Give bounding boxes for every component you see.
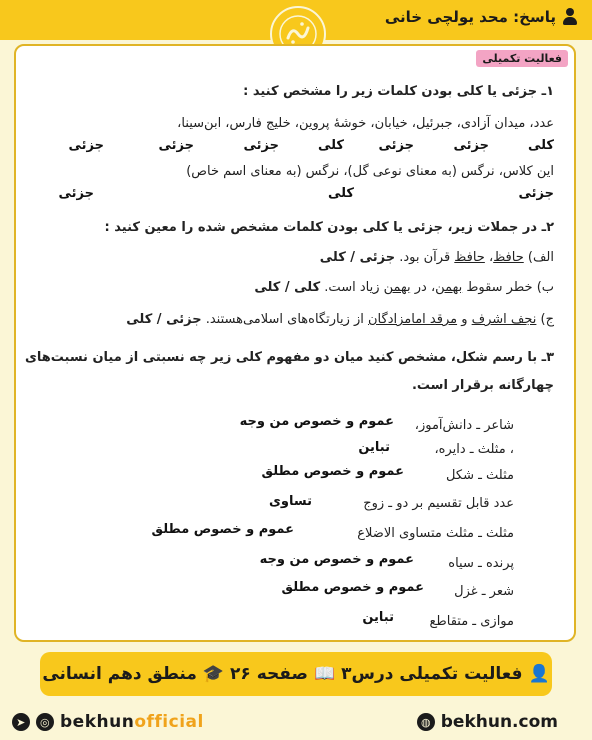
q2-c-mid: و: [457, 312, 472, 327]
q2-b: [254, 280, 554, 295]
telegram-icon: ➤: [12, 713, 30, 731]
lesson-label: فعالیت تکمیلی درس۳: [341, 664, 523, 684]
q2-a-word1: حافظ: [493, 250, 524, 265]
handle-part2: official: [134, 712, 204, 732]
q3-title-line1: ۳ـ با رسم شکل، مشخص کنید میان دو مفهوم کلی زیر چه نسبتی از میان نسبت‌های: [24, 350, 554, 365]
q3-title-line2: چهارگانه برقرار است.: [411, 378, 554, 393]
q3-answer-3: عموم و خصوص مطلق: [261, 464, 404, 479]
q3-answer-6: عموم و خصوص من وجه: [259, 552, 414, 567]
handle-part1: bekhun: [60, 712, 135, 732]
q2-a-answer: جزئی / کلی: [319, 250, 396, 265]
q1-title: ۱ـ جزئی یا کلی بودن کلمات زیر را مشخص کنید :: [243, 84, 554, 99]
q3-answer-5: عموم و خصوص مطلق: [151, 522, 294, 537]
q2-c-word1: نجف اشرف: [471, 312, 537, 327]
q2-title: ۲ـ در جملات زیر، جزئی یا کلی بودن کلمات مشخص شده را معین کنید :: [104, 220, 554, 235]
q2-c-answer: جزئی / کلی: [126, 312, 202, 327]
q2-c-prefix: ج): [540, 312, 554, 327]
q2-a: [320, 250, 554, 265]
q3-pair-1: شاعر ـ دانش‌آموز،: [414, 418, 514, 433]
q2-a-sep: ،: [484, 250, 494, 265]
q2-b-word1: بهمن: [435, 280, 463, 295]
q1-row1-answer-7: جزئی: [68, 138, 104, 153]
q3-pair-4: عدد قابل تقسیم بر دو ـ زوج: [363, 496, 514, 511]
q1-row1-answer-6: جزئی: [158, 138, 194, 153]
q2-b-pre: خطر سقوط: [462, 280, 537, 295]
q3-pair-6: پرنده ـ سیاه: [448, 556, 514, 571]
q1-row2-answer-1: جزئی: [518, 186, 554, 201]
q1-row1-text: عدد، میدان آزادی، جبرئیل، خیابان، خوشهٔ پروین، خلیج فارس، ابن‌سینا،: [177, 116, 554, 131]
q1-row2-answer-2: کلی: [327, 186, 354, 201]
q3-answer-4: تساوی: [269, 494, 312, 509]
q2-b-answer: کلی / کلی: [254, 280, 321, 295]
content-panel: [14, 44, 576, 642]
q2-c-word2: مرقد امامزادگان: [368, 312, 458, 327]
graduation-cap-icon: 🎓: [202, 664, 225, 684]
q1-row2-answer-3: جزئی: [58, 186, 94, 201]
q1-row1-answer-1: کلی: [527, 138, 554, 153]
q2-a-prefix: الف): [527, 250, 554, 265]
q1-row1-answer-3: جزئی: [378, 138, 414, 153]
book-icon: 📖: [313, 664, 336, 684]
q1-row1-answer-4: کلی: [317, 138, 344, 153]
q2-c: [126, 312, 554, 327]
answer-author: [385, 8, 578, 26]
q3-pair-3: مثلث ـ شکل: [446, 468, 514, 483]
q3-answer-1: عموم و خصوص من وجه: [239, 414, 394, 429]
q3-answer-8: تباین: [362, 610, 394, 625]
q3-pair-8: موازی ـ متقاطع: [429, 614, 514, 629]
q2-c-rest: از زیارتگاه‌های اسلامی‌هستند.: [205, 312, 368, 327]
q3-answer-7: عموم و خصوص مطلق: [281, 580, 424, 595]
answer-author-text: پاسخ: محد یولچی خانی: [384, 8, 556, 26]
lesson-info-bar: [40, 652, 552, 696]
instagram-icon: ◎: [36, 713, 54, 731]
globe-icon: ◍: [417, 713, 435, 731]
q1-row1-answer-5: جزئی: [243, 138, 279, 153]
section-tag: فعالیت تکمیلی: [476, 50, 568, 67]
q3-pair-5: مثلث ـ مثلث متساوی الاضلاع: [357, 526, 514, 541]
person-icon: 👤: [528, 664, 550, 684]
q2-a-rest: قرآن بود.: [399, 250, 455, 265]
website-text: bekhun.com: [440, 712, 558, 732]
social-handle[interactable]: [12, 712, 204, 732]
q1-row1-answer-2: جزئی: [453, 138, 489, 153]
website-link[interactable]: [417, 712, 558, 732]
q3-answer-2: تباین: [358, 440, 390, 455]
page-label: صفحه ۲۶: [230, 664, 308, 684]
q3-pair-2: ، مثلث ـ دایره،: [434, 442, 514, 457]
q2-a-word2: حافظ: [454, 250, 485, 265]
q2-b-mid: ، در: [410, 280, 436, 295]
q3-pair-7: شعر ـ غزل: [454, 584, 514, 599]
book-title: منطق دهم انسانی: [42, 664, 197, 684]
q2-b-prefix: ب): [536, 280, 554, 295]
user-icon: [562, 8, 578, 26]
q2-b-word2: بهمن: [383, 280, 411, 295]
q2-b-rest: زیاد است.: [324, 280, 384, 295]
q1-row2-text: این کلاس، نرگس (به معنای نوعی گل)، نرگس (به معنای اسم خاص): [186, 164, 554, 179]
